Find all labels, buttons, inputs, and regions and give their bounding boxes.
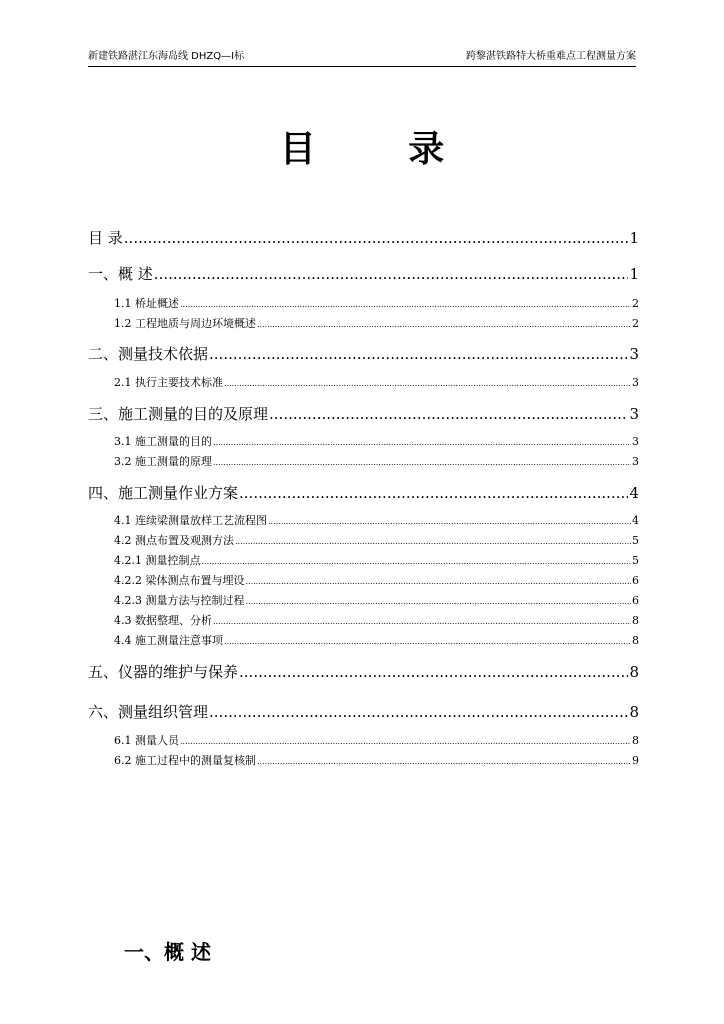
toc-leader-dots (124, 228, 629, 248)
toc-entry[interactable] (88, 435, 639, 449)
toc-entry-page: 5 (632, 534, 639, 547)
toc-entry-page: 6 (632, 594, 639, 607)
toc-entry-page: 3 (629, 345, 639, 363)
toc-entry[interactable] (88, 754, 639, 768)
toc-entry[interactable] (88, 554, 639, 568)
toc-leader-dots (209, 702, 628, 722)
toc-entry-page: 4 (632, 514, 639, 527)
toc-leader-dots (257, 756, 631, 768)
toc-leader-dots (246, 576, 632, 588)
toc-entry-page: 3 (632, 435, 639, 448)
header-project-name: 新建铁路湛江东海岛线 DHZQ—Ⅰ标 (88, 51, 245, 62)
toc-entry[interactable] (88, 574, 639, 588)
toc-leader-dots (202, 556, 632, 568)
toc-entry[interactable] (88, 734, 639, 748)
toc-leader-dots (224, 636, 631, 648)
toc-entry[interactable] (88, 634, 639, 648)
toc-entry-label: 3.1 施工测量的目的 (114, 435, 212, 448)
toc-leader-dots (209, 344, 628, 364)
toc-entry[interactable] (88, 344, 639, 364)
toc-entry-label: 2.1 执行主要技术标准 (114, 376, 223, 389)
toc-leader-dots (213, 457, 631, 469)
toc-entry[interactable] (88, 534, 639, 548)
toc-entry-page: 2 (632, 317, 639, 330)
toc-entry-label: 六、测量组织管理 (88, 703, 209, 721)
toc-entry[interactable] (88, 483, 639, 503)
toc-leader-dots (154, 264, 629, 284)
page-header (88, 50, 636, 67)
toc-entry-page: 1 (629, 265, 639, 283)
toc-entry-label: 1.2 工程地质与周边环境概述 (114, 317, 256, 330)
toc-entry-label: 4.2.2 梁体测点布置与埋设 (114, 574, 245, 587)
toc-entry-page: 3 (632, 455, 639, 468)
toc-entry[interactable] (88, 376, 639, 390)
toc-entry-label: 3.2 施工测量的原理 (114, 455, 212, 468)
toc-entry-page: 3 (632, 376, 639, 389)
toc-entry-page: 3 (629, 405, 639, 423)
toc-entry-label: 4.2.1 测量控制点 (114, 554, 201, 567)
toc-leader-dots (269, 404, 628, 424)
toc-entry-page: 8 (629, 703, 639, 721)
toc-entry-label: 4.2.3 测量方法与控制过程 (114, 594, 245, 607)
toc-leader-dots (180, 299, 631, 311)
toc-entry[interactable] (88, 662, 639, 682)
toc-entry-label: 二、测量技术依据 (88, 345, 209, 363)
toc-entry-label: 6.2 施工过程中的测量复核制 (114, 754, 256, 767)
toc-leader-dots (224, 378, 631, 390)
toc-entry[interactable] (88, 297, 639, 311)
toc-entry[interactable] (88, 228, 639, 248)
toc-entry[interactable] (88, 264, 639, 284)
toc-entry-label: 1.1 桥址概述 (114, 297, 179, 310)
toc-entry-label: 四、施工测量作业方案 (88, 484, 239, 502)
toc-entry-label: 4.3 数据整理、分析 (114, 614, 212, 627)
toc-entry-page: 9 (632, 754, 639, 767)
section-heading: 一、概 述 (124, 940, 211, 964)
toc-entry-page: 2 (632, 297, 639, 310)
toc-leader-dots (239, 662, 628, 682)
toc-leader-dots (257, 319, 631, 331)
toc-entry-page: 6 (632, 574, 639, 587)
toc-entry-page: 1 (629, 229, 639, 247)
toc-leader-dots (213, 437, 631, 449)
toc-entry-page: 8 (629, 663, 639, 681)
toc-entry-label: 三、施工测量的目的及原理 (88, 405, 269, 423)
toc-leader-dots (246, 596, 632, 608)
toc-title: 目 录 (279, 129, 485, 170)
toc-leader-dots (239, 483, 628, 503)
toc-leader-dots (213, 616, 631, 628)
toc-entry-label: 一、概 述 (88, 265, 153, 283)
toc-entry-page: 8 (632, 634, 639, 647)
toc-entry-label: 6.1 测量人员 (114, 734, 179, 747)
toc-entry-label: 目 录 (88, 229, 123, 247)
toc-entry-label: 4.4 施工测量注意事项 (114, 634, 223, 647)
toc-leader-dots (268, 516, 631, 528)
toc-entry[interactable] (88, 614, 639, 628)
toc-entry[interactable] (88, 317, 639, 331)
toc-entry-page: 4 (629, 484, 639, 502)
toc-entry-label: 4.1 连续梁测量放样工艺流程图 (114, 514, 267, 527)
toc-entry-label: 五、仪器的维护与保养 (88, 663, 239, 681)
toc-entry[interactable] (88, 455, 639, 469)
header-document-name: 跨黎湛铁路特大桥重难点工程测量方案 (466, 51, 636, 62)
toc-entry-label: 4.2 测点布置及观测方法 (114, 534, 234, 547)
toc-entry[interactable] (88, 594, 639, 608)
toc-entry[interactable] (88, 404, 639, 424)
toc-leader-dots (235, 536, 631, 548)
toc-entry[interactable] (88, 514, 639, 528)
toc-entry-page: 8 (632, 614, 639, 627)
toc-leader-dots (180, 736, 631, 748)
toc-entry[interactable] (88, 702, 639, 722)
toc-entry-page: 8 (632, 734, 639, 747)
toc-entry-page: 5 (632, 554, 639, 567)
